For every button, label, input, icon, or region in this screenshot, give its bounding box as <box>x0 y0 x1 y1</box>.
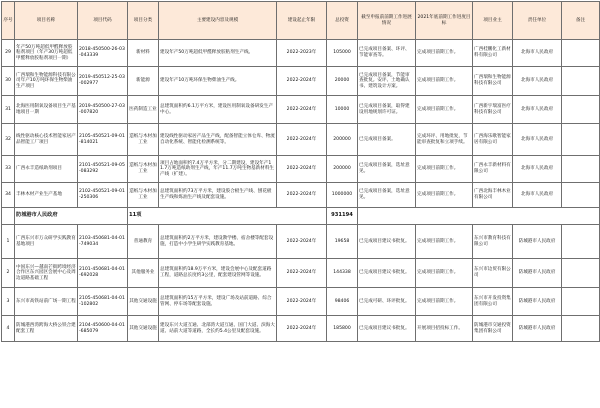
header-name: 项目名称 <box>15 2 78 40</box>
header-remark: 备注 <box>562 2 600 40</box>
cell-target: 完成项目前期工作。 <box>416 259 473 288</box>
table-row <box>2 40 600 67</box>
cell-name: 北海医用制氧设备项目生产基地项目一期 <box>15 96 78 124</box>
header-category: 项目分类 <box>128 2 159 40</box>
cell-target: 完成项目前期工作。 <box>416 183 473 208</box>
header-code: 项目代码 <box>78 2 128 40</box>
cell-remark <box>562 96 600 124</box>
cell-category: 医药制造工业 <box>128 96 159 124</box>
cell-investment: 10000 <box>327 96 358 124</box>
project-table <box>1 1 600 342</box>
cell-target: 完成项目前期工作。 <box>416 96 473 124</box>
cell-investment: 144338 <box>327 259 358 288</box>
cell-resp: 防城港市人民政府 <box>513 259 562 288</box>
cell-seq: 29 <box>2 40 15 67</box>
cell-period: 2022-2024年 <box>277 183 327 208</box>
cell-name: 中国东兴—越南芒街跨境经济合作区东兴园区会展中心及周边道路基础工程 <box>15 259 78 288</box>
cell-period: 2022-2024年 <box>277 316 327 342</box>
group-name: 防城港市人民政府 <box>15 208 128 225</box>
table-row <box>2 183 600 208</box>
cell-investment: 20000 <box>327 67 358 96</box>
cell-investment: 98406 <box>327 288 358 316</box>
cell-owner: 广西桂鹏化工新材料有限公司 <box>473 40 513 67</box>
cell-target: 完成项目前期工作。 <box>416 288 473 316</box>
cell-category: 造纸与木材加工业 <box>128 183 159 208</box>
cell-owner: 广西新宇瑞富医疗科技有限公司 <box>473 96 513 124</box>
cell-progress: 已完成项目备案。 <box>358 124 416 156</box>
header-row <box>2 2 600 40</box>
cell-target: 完成项目前期工作。 <box>416 40 473 67</box>
header-target: 2021年底前期工作进度目标 <box>416 2 473 40</box>
cell-seq: 4 <box>2 316 15 342</box>
cell-period: 2022-2024年 <box>277 288 327 316</box>
cell-investment: 1000000 <box>327 183 358 208</box>
cell-category: 造纸与木材加工业 <box>128 156 159 183</box>
table-row <box>2 96 600 124</box>
cell-content: 项目占地面积约7.4万平方米，分二期建设，建设年产11.7万吨造纸助剂生产线，年产11.7万吨生物基新材料生产线（扩建）。 <box>159 156 277 183</box>
group-row <box>2 208 600 225</box>
cell-resp: 防城港市人民政府 <box>513 316 562 342</box>
cell-category: 其他交通设施 <box>128 288 159 316</box>
cell-name: 丰林木材产业生产基地 <box>15 183 78 208</box>
cell-period: 2022-2024年 <box>277 156 327 183</box>
group-investment: 931194 <box>327 208 358 225</box>
header-progress: 截至申报前前期工作进展情况 <box>358 2 416 40</box>
cell-code: 2102-450521-09-01-250306 <box>78 183 128 208</box>
table-row <box>2 288 600 316</box>
cell-progress: 已完成项目建议书批复。 <box>358 316 416 342</box>
cell-content: 建设东兴大道互通、北部湾大道互通、国门大道、滨海大道、站前大道等道路，全长约5.4公里及配套设施。 <box>159 316 277 342</box>
cell-seq: 30 <box>2 67 15 96</box>
cell-progress: 已完成项目备案，取得建设用地规划许可证。 <box>358 96 416 124</box>
cell-content: 总建筑面积约6.1万平方米，建设医用制氧设备研发生产中心。 <box>159 96 277 124</box>
cell-progress: 已完成项目备案，选址意见。 <box>358 183 416 208</box>
cell-investment: 19658 <box>327 225 358 259</box>
cell-name: 广西东兴市万众研学实践教育基地项目 <box>15 225 78 259</box>
cell-resp: 北海市人民政府 <box>513 96 562 124</box>
cell-progress: 已完成项目建议书批复。 <box>358 259 416 288</box>
cell-seq: 3 <box>2 288 15 316</box>
cell-category: 造纸与木材加工业 <box>128 124 159 156</box>
table-row <box>2 259 600 288</box>
cell-resp: 北海市人民政府 <box>513 40 562 67</box>
cell-target: 开展项目招投标工作。 <box>416 316 473 342</box>
cell-category: 新材料 <box>128 40 159 67</box>
cell-remark <box>562 288 600 316</box>
cell-period: 2022-2024年 <box>277 124 327 156</box>
cell-remark <box>562 225 600 259</box>
cell-code: 2104-450600-04-01-685079 <box>78 316 128 342</box>
cell-target: 完成项目前期工作。 <box>416 67 473 96</box>
cell-progress: 已完成项目备案，节能审查批复。安评、土地确认书、建筑设计方案。 <box>358 67 416 96</box>
cell-period: 2022-2024年 <box>277 225 327 259</box>
cell-target: 完成项目前期工作。 <box>416 156 473 183</box>
cell-seq: 34 <box>2 183 15 208</box>
cell-code: 2105-450681-04-01-102802 <box>78 288 128 316</box>
header-period: 建设起止年限 <box>277 2 327 40</box>
cell-category: 普通教育 <box>128 225 159 259</box>
table-row <box>2 225 600 259</box>
cell-owner: 广西瑞和生物能源科技有限公司 <box>473 67 513 96</box>
cell-investment: 200000 <box>327 156 358 183</box>
cell-resp: 防城港市人民政府 <box>513 225 562 259</box>
table-row <box>2 124 600 156</box>
cell-seq: 2 <box>2 259 15 288</box>
cell-remark <box>562 259 600 288</box>
cell-category: 新能源 <box>128 67 159 96</box>
cell-owner: 东兴市教育科技有限公司 <box>473 225 513 259</box>
cell-code: 2103-450681-04-01-749034 <box>78 225 128 259</box>
header-content: 主要建设内容及规模 <box>159 2 277 40</box>
cell-content: 建设年产10万吨环保生物柴油生产线。 <box>159 67 277 96</box>
cell-owner: 广西北海丰林木业有限公司 <box>473 183 513 208</box>
header-resp: 责任单位 <box>513 2 562 40</box>
cell-content: 建设年产50万吨超低甲醛释放胶粘剂生产线。 <box>159 40 277 67</box>
cell-name: 广西瑞和生物能源科技有限公司年产10万吨环保生物柴油生产项目 <box>15 67 78 96</box>
cell-content: 总建筑面积约2万平方米，建设教学楼、宿舍楼等配套设施，打造中小学生研学实践教育基地。 <box>159 225 277 259</box>
table-row <box>2 156 600 183</box>
cell-owner: 广西永丰新材料有限公司 <box>473 156 513 183</box>
cell-code: 2018-450500-26-03-043339 <box>78 40 128 67</box>
header-owner: 项目业主 <box>473 2 513 40</box>
cell-investment: 185800 <box>327 316 358 342</box>
cell-resp: 北海市人民政府 <box>513 67 562 96</box>
cell-name: 东兴市高铁站前广场一期工程 <box>15 288 78 316</box>
cell-resp: 防城港市人民政府 <box>513 288 562 316</box>
cell-content: 总建筑面积约73万平方米，建设胶合板生产线、刨花板生产线和炼油生产线及配套设施。 <box>159 183 277 208</box>
cell-code: 2019-450500-27-03-007820 <box>78 96 128 124</box>
cell-resp: 北海市人民政府 <box>513 124 562 156</box>
cell-period: 2022-2024年 <box>277 67 327 96</box>
cell-remark <box>562 40 600 67</box>
cell-name: 年产50万吨超低甲醛释放胶粘剂项目（年产30万吨超低甲醛释放胶粘剂项目一期） <box>15 40 78 67</box>
cell-code: 2101-450521-09-05-083292 <box>78 156 128 183</box>
group-seq-empty <box>2 208 15 225</box>
group-count: 11项 <box>128 208 327 225</box>
cell-seq: 32 <box>2 124 15 156</box>
cell-target: 完成环评、用地批复，节能审查批复和立项手续。 <box>416 124 473 156</box>
cell-name: 广西永丰造纸助剂项目 <box>15 156 78 183</box>
cell-remark <box>562 316 600 342</box>
header-seq: 序号 <box>2 2 15 40</box>
cell-progress: 已完成项目建议书批复。 <box>358 225 416 259</box>
cell-content: 建设线性驱动家居产品生产线，配备智能立体仓库、物流自动化系统、智能化检测系统等。 <box>159 124 277 156</box>
cell-seq: 1 <box>2 225 15 259</box>
cell-owner: 东兴市边贸有限公司 <box>473 259 513 288</box>
cell-seq: 31 <box>2 96 15 124</box>
table-row <box>2 316 600 342</box>
cell-period: 2022-2024年 <box>277 96 327 124</box>
cell-name: 防城港西湾跨海大桥公铁合建配套工程 <box>15 316 78 342</box>
cell-remark <box>562 67 600 96</box>
cell-resp: 北海市人民政府 <box>513 156 562 183</box>
cell-code: 2105-450521-09-01-814021 <box>78 124 128 156</box>
cell-content: 总建筑面积约18.9万平方米，建设会展中心及配套道路工程，道路总长度约3公里，配套建设管网等设施。 <box>159 259 277 288</box>
cell-remark <box>562 183 600 208</box>
table-row <box>2 67 600 96</box>
cell-owner: 防城港市交通投资集团有限公司 <box>473 316 513 342</box>
cell-owner: 东兴市开发投资集团有限公司 <box>473 288 513 316</box>
cell-owner: 广西海乐歌智能家居有限公司 <box>473 124 513 156</box>
cell-code: 2019-450512-25-03-002977 <box>78 67 128 96</box>
cell-seq: 33 <box>2 156 15 183</box>
cell-code: 2101-450681-04-01-692028 <box>78 259 128 288</box>
cell-remark <box>562 156 600 183</box>
cell-progress: 已完成项目备案、环评、节能审查等。 <box>358 40 416 67</box>
cell-investment: 200000 <box>327 124 358 156</box>
cell-content: 总建筑面积约15万平方米，建设广场及站前道路、综合管网、停车场等配套设施。 <box>159 288 277 316</box>
cell-resp: 北海市人民政府 <box>513 183 562 208</box>
cell-target: 完成项目前期工作。 <box>416 225 473 259</box>
cell-progress: 已完成项目备案，选址意见。 <box>358 156 416 183</box>
group-empty <box>358 208 600 225</box>
cell-period: 2022-2023年 <box>277 40 327 67</box>
cell-category: 其他交通设施 <box>128 316 159 342</box>
cell-category: 其他服务业 <box>128 259 159 288</box>
cell-remark <box>562 124 600 156</box>
cell-period: 2022-2024年 <box>277 259 327 288</box>
cell-name: 线性驱动核心技术智能家居产品智能工厂项目 <box>15 124 78 156</box>
cell-investment: 105000 <box>327 40 358 67</box>
header-investment: 总投资 <box>327 2 358 40</box>
cell-progress: 已完成可研、环评批复。 <box>358 288 416 316</box>
